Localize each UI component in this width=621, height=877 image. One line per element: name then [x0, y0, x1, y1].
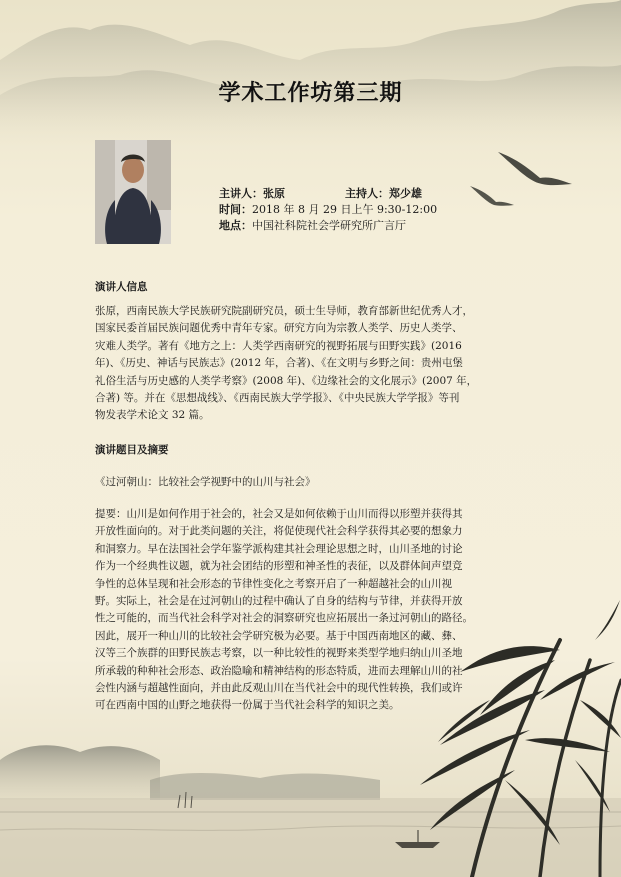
abstract-line: 性之可能的，而当代社会科学对社会的洞察研究也应拓展出一条过河朝山的路径。 — [95, 612, 473, 625]
bio-line: 礼俗生活与历史感的人类学考察》(2008 年)、《边缘社会的文化展示》(2007 年， — [95, 374, 478, 387]
abstract-line: 会性内涵与超越性面向，并由此反观山川在当代社会中的现代性转换，我们或许 — [95, 682, 463, 695]
speaker-label: 主讲人： — [219, 187, 263, 200]
abstract-line: 所承载的种种社会形态、政治隐喻和精神结构的形态特质，进而去理解山川的社 — [95, 664, 463, 677]
abstract-line: 提要：山川是如何作用于社会的，社会又是如何依赖于山川而得以形塑并获得其 — [95, 508, 463, 520]
host-label: 主持人： — [345, 187, 389, 200]
bio-heading: 演讲人信息 — [95, 281, 148, 293]
talk-heading: 演讲题目及摘要 — [95, 444, 169, 456]
talk-title: 《过河朝山：比较社会学视野中的山川与社会》 — [95, 476, 316, 488]
time-value: 2018 年 8 月 29 日上午 9:30-12:00 — [252, 203, 438, 216]
time-label: 时间： — [219, 203, 252, 216]
bio-line: 灾难人类学。著有《地方之上：人类学西南研究的视野拓展与田野实践》(2016 — [95, 339, 462, 352]
place-label: 地点： — [219, 219, 252, 232]
bio-line: 张原，西南民族大学民族研究院副研究员，硕士生导师，教育部新世纪优秀人才， — [95, 305, 473, 317]
page-title: 学术工作坊第三期 — [218, 81, 403, 106]
abstract-line: 因此，展开一种山川的比较社会学研究极为必要。基于中国西南地区的藏、彝、 — [95, 629, 463, 642]
abstract-line: 汉等三个族群的田野民族志考察，以一种比较性的视野来类型学地归纳山川圣地 — [95, 647, 463, 660]
bio-line: 年)、《历史、神话与民族志》(2012 年，合著)、《在文明与乡野之间：贵州屯堡 — [95, 357, 463, 370]
time-row — [219, 202, 437, 218]
abstract-line: 作为一个经典性议题，就为社会团结的形塑和神圣性的表征，以及群体间声望竞 — [95, 560, 463, 573]
bio-line: 国家民委首届民族问题优秀中青年专家。研究方向为宗教人类学、历史人类学、 — [95, 322, 463, 335]
speaker-photo — [95, 140, 171, 244]
abstract-paragraph — [95, 506, 525, 715]
host-row — [345, 186, 422, 202]
speaker-name: 张原 — [263, 187, 285, 200]
abstract-line: 可在西南中国的山野之地获得一份属于当代社会科学的知识之美。 — [95, 699, 400, 712]
abstract-line: 争性的总体呈现和社会形态的节律性变化之考察开启了一种超越社会的山川视 — [95, 577, 452, 590]
place-value: 中国社科院社会学研究所广言厅 — [252, 219, 406, 232]
place-row — [219, 218, 437, 234]
speaker-portrait-icon — [95, 140, 171, 244]
host-name: 郑少雄 — [389, 187, 422, 200]
bio-line: 物发表学术论文 32 篇。 — [95, 409, 210, 422]
event-info — [219, 186, 437, 234]
bio-line: 合著) 等。并在《思想战线》、《西南民族大学学报》、《中央民族大学学报》等刊 — [95, 392, 460, 405]
abstract-line: 开放性面向的。对于此类问题的关注，将促使现代社会科学获得其必要的想象力 — [95, 525, 463, 538]
bio-paragraph — [95, 303, 525, 425]
abstract-line: 野。实际上，社会是在过河朝山的过程中确认了自身的结构与节律，并获得开放 — [95, 595, 463, 608]
abstract-line: 和洞察力。早在法国社会学年鉴学派构建其社会理论思想之时，山川圣地的讨论 — [95, 542, 463, 555]
